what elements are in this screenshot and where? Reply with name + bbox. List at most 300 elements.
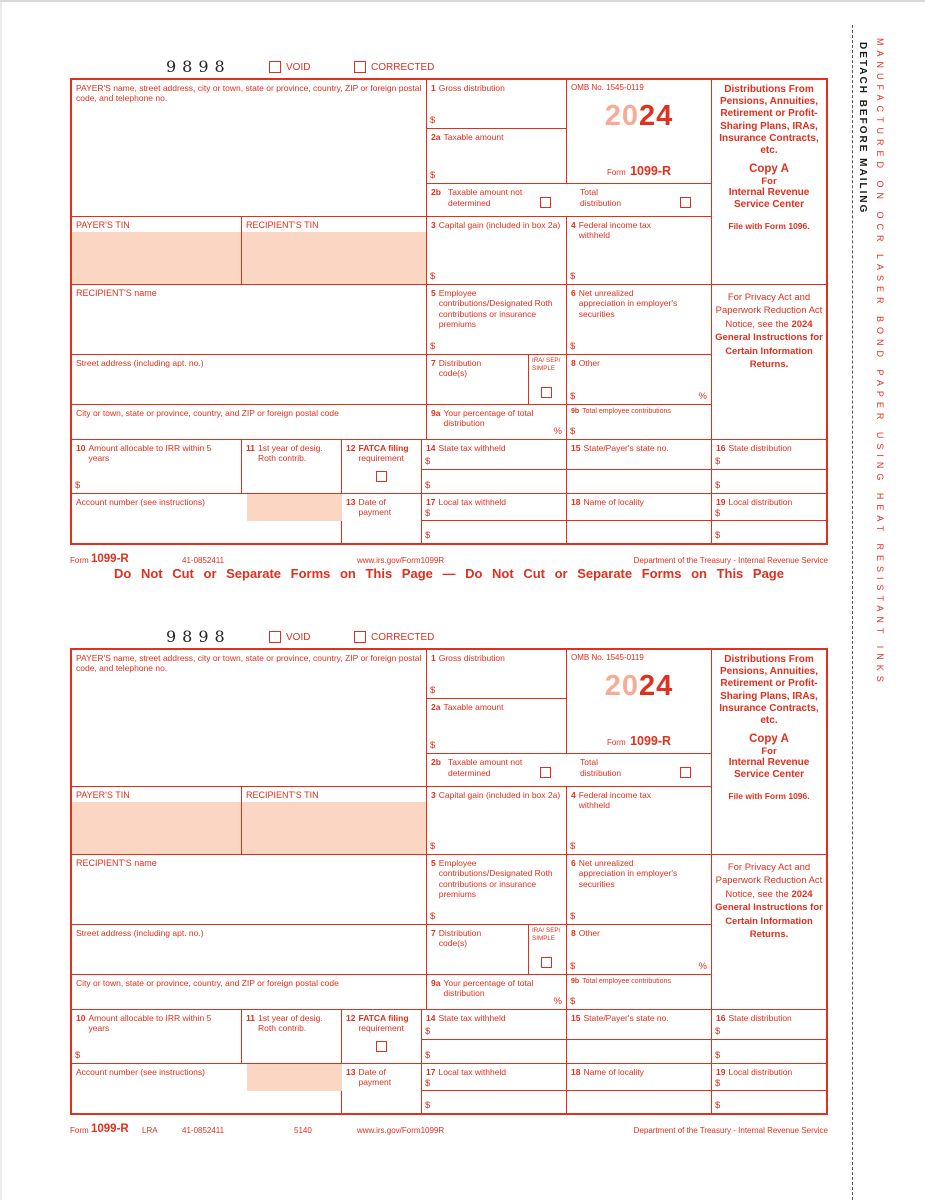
fatca-filing-bold: FATCA filing: [358, 1013, 409, 1023]
box-2a-taxable-amount[interactable]: [427, 129, 567, 184]
dollar-sign: $: [715, 456, 721, 467]
footer-department: Department of the Treasury - Internal Revenue Service: [633, 556, 828, 565]
row-divider: [422, 1090, 566, 1091]
box-7-distribution-codes[interactable]: [427, 925, 529, 975]
form-code-9898: 9898: [166, 57, 231, 76]
box-number: 1: [431, 83, 436, 93]
account-number-input[interactable]: [247, 494, 342, 521]
box-number: 3: [431, 790, 436, 800]
box-2a-taxable-amount[interactable]: [427, 699, 567, 754]
box-16-label: [712, 440, 826, 453]
copy-a-label: Copy A: [749, 163, 789, 176]
copy-a-panel: [712, 650, 826, 855]
box-label-text: Employee contributions/Designated Roth contributions or insurance premiums: [438, 288, 553, 330]
recipient-tin-box[interactable]: [242, 787, 427, 855]
dollar-sign: $: [430, 841, 436, 852]
corrected-checkbox[interactable]: [354, 631, 366, 643]
dollar-sign: $: [425, 508, 431, 519]
box-label-text: Federal income tax withheld: [578, 790, 652, 811]
dollar-sign: $: [715, 1050, 721, 1061]
box-label-text: Gross distribution: [438, 83, 505, 93]
corrected-label: CORRECTED: [371, 632, 435, 643]
box-label-text: Other: [578, 358, 600, 368]
box-number: 6: [571, 288, 576, 298]
box-number: 17: [426, 1067, 436, 1077]
box-label-text: Distribution code(s): [438, 928, 482, 949]
box-9a-label: [427, 975, 552, 999]
box-number: 19: [716, 1067, 726, 1077]
account-number-input[interactable]: [247, 1064, 342, 1091]
dollar-sign: $: [570, 391, 576, 402]
box-label-text: State distribution: [728, 443, 792, 453]
payer-info-box[interactable]: [72, 80, 427, 217]
corrected-label: CORRECTED: [371, 62, 435, 73]
box-9b-total-employee-contributions[interactable]: [567, 405, 712, 440]
taxable-not-determined-label: Taxable amount not determined: [448, 187, 523, 208]
box-18-label: [567, 494, 711, 507]
box-14-label: [422, 1010, 566, 1023]
box-number: 2b: [431, 187, 441, 197]
ira-sep-simple-checkbox[interactable]: [541, 387, 552, 398]
box-3-label: [427, 217, 566, 230]
box-14-state-tax-withheld[interactable]: [422, 1010, 567, 1064]
dollar-sign: $: [570, 961, 576, 972]
box-19-local-distribution[interactable]: [712, 494, 826, 543]
box-9a-percentage[interactable]: [427, 975, 567, 1010]
account-number-label: Account number (see instructions): [76, 1067, 205, 1077]
row-divider: [712, 1090, 826, 1091]
void-checkbox[interactable]: [269, 61, 281, 73]
box-2b: [427, 754, 712, 787]
box-5-label: [427, 855, 566, 899]
box-number: 5: [431, 288, 436, 298]
account-number-box[interactable]: [72, 494, 342, 543]
box-number: 14: [426, 1013, 436, 1023]
box-11-label: [242, 440, 334, 464]
dollar-sign: $: [430, 341, 436, 352]
box-5-employee-contributions[interactable]: [427, 855, 567, 925]
box-label-text: Distribution code(s): [438, 358, 482, 379]
form-number-line: [567, 732, 711, 750]
void-label: VOID: [286, 62, 311, 73]
box-label-text: Capital gain (included in box 2a): [438, 790, 561, 800]
dollar-sign: $: [425, 1050, 431, 1061]
total-distribution-label: Total distribution: [580, 187, 622, 208]
street-address-box[interactable]: [72, 925, 427, 975]
footer-irs-url: www.irs.gov/Form1099R: [357, 1126, 445, 1135]
row-divider: [567, 520, 711, 521]
box-13-label: [342, 1064, 404, 1088]
row-divider: [712, 1039, 826, 1040]
row-divider: [567, 1039, 711, 1040]
recipient-name-box[interactable]: [72, 285, 427, 355]
box-number: 9a: [431, 408, 441, 418]
percent-sign: %: [553, 996, 562, 1007]
box-14-state-tax-withheld[interactable]: [422, 440, 567, 494]
manufactured-on-ocr-paper-text: MANUFACTURED ON OCR LASER BOND PAPER USING HEAT RESISTANT INKS: [875, 38, 885, 687]
box-15-label: [567, 1010, 711, 1023]
dollar-sign: $: [75, 1050, 81, 1061]
box-label-text: State/Payer's state no.: [583, 443, 669, 453]
box-5-label: [427, 285, 566, 329]
dollar-sign: $: [715, 530, 721, 541]
box-number: 3: [431, 220, 436, 230]
box-number: 13: [346, 1067, 356, 1077]
do-not-cut-warning: Do Not Cut or Separate Forms on This Page — Do Not Cut or Separate Forms on This Page: [114, 566, 784, 581]
dollar-sign: $: [430, 740, 436, 751]
box-6-label: [567, 855, 682, 889]
box-label-text: Local tax withheld: [438, 497, 507, 507]
form-grid: [70, 648, 828, 1115]
form-title: Distributions From Pensions, Annuities, Retirement or Profit-Sharing Plans, IRAs, Insurance Contracts, etc.: [719, 84, 819, 156]
dollar-sign: $: [425, 530, 431, 541]
box-10-label: [72, 440, 222, 464]
box-label-text: Your percentage of total distribution: [443, 408, 534, 429]
account-number-box[interactable]: [72, 1064, 342, 1113]
form-code-9898: 9898: [166, 627, 231, 646]
corrected-checkbox[interactable]: [354, 61, 366, 73]
box-number: 11: [246, 443, 255, 453]
detach-before-mailing-text: DETACH BEFORE MAILING: [857, 42, 868, 215]
box-19-label: [712, 494, 826, 507]
percent-sign: %: [698, 961, 707, 972]
form-number: 1099-R: [630, 734, 672, 748]
box-1-label: [427, 650, 566, 663]
void-checkbox[interactable]: [269, 631, 281, 643]
box-label-text: Taxable amount: [443, 702, 504, 712]
ira-sep-simple-cell: [529, 925, 567, 975]
box-number: 6: [571, 858, 576, 868]
box-8-other[interactable]: [567, 925, 712, 975]
box-5-employee-contributions[interactable]: [427, 285, 567, 355]
privacy-notice-text: [712, 285, 826, 372]
box-17-label: [422, 494, 566, 507]
recipient-tin-input[interactable]: [242, 802, 426, 854]
form-word: Form: [606, 738, 626, 747]
box-4-label: [567, 787, 677, 811]
row-divider: [422, 520, 566, 521]
box-12-label: [342, 440, 421, 464]
box-3-capital-gain[interactable]: [427, 217, 567, 285]
payer-tin-label: PAYER'S TIN: [76, 790, 130, 800]
privacy-bold-text: 2024 General Instructions for Certain Information Returns.: [715, 888, 823, 941]
box-9b-total-employee-contributions[interactable]: [567, 975, 712, 1010]
box-number: 17: [426, 497, 436, 507]
payer-info-box[interactable]: [72, 650, 427, 787]
for-word: For: [761, 176, 777, 188]
dollar-sign: $: [425, 1078, 431, 1089]
box-label-text: Name of locality: [583, 497, 644, 507]
box-12-fatca: [342, 1010, 422, 1064]
row-divider: [422, 1039, 566, 1040]
box-13-date-of-payment[interactable]: [342, 1064, 422, 1113]
privacy-notice-panel: [712, 855, 826, 1010]
dollar-sign: $: [430, 170, 436, 181]
dollar-sign: $: [430, 911, 436, 922]
box-number: 1: [431, 653, 436, 663]
box-2a-label: [427, 699, 566, 712]
percent-sign: %: [553, 426, 562, 437]
box-7-distribution-codes[interactable]: [427, 355, 529, 405]
box-18-label: [567, 1064, 711, 1077]
box-label-text: Local distribution: [728, 497, 793, 507]
total-distribution-checkbox[interactable]: [680, 767, 691, 778]
recipient-tin-input[interactable]: [242, 232, 426, 284]
box-17-label: [422, 1064, 566, 1077]
box-4-label: [567, 217, 677, 241]
dollar-sign: $: [570, 271, 576, 282]
box-label-text: Federal income tax withheld: [578, 220, 652, 241]
box-number: 18: [571, 1067, 581, 1077]
account-number-label: Account number (see instructions): [76, 497, 205, 507]
ira-sep-simple-cell: [529, 355, 567, 405]
box-label-text: Total employee contributions: [582, 978, 671, 985]
fatca-filing-bold: FATCA filing: [358, 443, 409, 453]
box-13-label: [342, 494, 404, 518]
box-19-local-distribution[interactable]: [712, 1064, 826, 1113]
footer-cat-number: 41-0852411: [182, 1126, 225, 1135]
footer-print-code: 5140: [294, 1126, 312, 1135]
dollar-sign: $: [75, 480, 81, 491]
box-10-irr-allocation[interactable]: [72, 1010, 242, 1064]
year-bold-digits: 24: [639, 670, 674, 702]
box-number: 9a: [431, 978, 441, 988]
requirement-text: requirement: [358, 453, 404, 464]
box-6-net-unrealized-appreciation[interactable]: [567, 855, 712, 925]
requirement-text: requirement: [358, 1023, 404, 1034]
box-number: 18: [571, 497, 581, 507]
form-1099r-copy-2: [70, 627, 828, 1142]
box-label-text: State/Payer's state no.: [583, 1013, 669, 1023]
fatca-checkbox[interactable]: [376, 1041, 387, 1052]
box-label-text: Net unrealized appreciation in employer's securities: [578, 858, 678, 889]
box-16-state-distribution[interactable]: [712, 1010, 826, 1064]
box-17-local-tax-withheld[interactable]: [422, 1064, 567, 1113]
box-label-text: Local distribution: [728, 1067, 793, 1077]
recipient-tin-label: RECIPIENT'S TIN: [246, 790, 319, 800]
dollar-sign: $: [570, 996, 576, 1007]
box-18-name-of-locality[interactable]: [567, 494, 712, 543]
year-light-digits: 20: [604, 100, 639, 132]
payer-info-label: PAYER'S name, street address, city or town, state or province, country, ZIP or foreign postal code, and telephone no.: [76, 653, 422, 674]
dollar-sign: $: [425, 1100, 431, 1111]
footer-form-word: Form: [70, 556, 89, 565]
box-8-label: [567, 355, 711, 368]
city-label: City or town, state or province, country, and ZIP or foreign postal code: [76, 978, 339, 988]
perforation-dashed-line: [852, 25, 853, 1200]
street-address-label: Street address (including apt. no.): [76, 358, 204, 368]
box-label-text: 1st year of desig. Roth contrib.: [258, 443, 323, 464]
taxable-not-determined-checkbox[interactable]: [540, 767, 551, 778]
dollar-sign: $: [715, 508, 721, 519]
irs-center-label: Internal Revenue Service Center: [728, 187, 810, 211]
payer-info-label: PAYER'S name, street address, city or town, state or province, country, ZIP or foreign postal code, and telephone no.: [76, 83, 422, 104]
box-3-capital-gain[interactable]: [427, 787, 567, 855]
row-divider: [712, 469, 826, 470]
box-1-label: [427, 80, 566, 93]
row-divider: [567, 1090, 711, 1091]
box-8-label: [567, 925, 711, 938]
dollar-sign: $: [570, 841, 576, 852]
box-number: 14: [426, 443, 436, 453]
box-number: 19: [716, 497, 726, 507]
ira-sep-simple-label: IRA/ SEP/ SIMPLE: [532, 927, 561, 943]
box-2b: [427, 184, 712, 217]
city-box[interactable]: [72, 405, 427, 440]
box-label-text: Local tax withheld: [438, 1067, 507, 1077]
box-14-label: [422, 440, 566, 453]
form-word: Form: [606, 168, 626, 177]
box-number: 15: [571, 1013, 581, 1023]
box-1-gross-distribution[interactable]: [427, 80, 567, 129]
footer-irs-url: www.irs.gov/Form1099R: [357, 556, 445, 565]
box-number: 16: [716, 1013, 726, 1023]
box-4-federal-tax-withheld[interactable]: [567, 217, 712, 285]
fatca-checkbox[interactable]: [376, 471, 387, 482]
box-label-text: State tax withheld: [438, 1013, 506, 1023]
box-15-state-payer-no[interactable]: [567, 1010, 712, 1064]
payer-tin-box[interactable]: [72, 217, 242, 285]
payer-tin-input[interactable]: [72, 232, 241, 284]
box-number: 2b: [431, 757, 441, 767]
box-label-text: Gross distribution: [438, 653, 505, 663]
omb-year-box: [567, 80, 712, 184]
tax-year: [567, 670, 711, 703]
box-number: 7: [431, 928, 436, 938]
box-number: 7: [431, 358, 436, 368]
dollar-sign: $: [715, 480, 721, 491]
box-label-text: Date of payment: [358, 497, 392, 518]
privacy-notice-panel: [712, 285, 826, 440]
box-9b-label: [567, 975, 711, 987]
dollar-sign: $: [430, 271, 436, 282]
void-label: VOID: [286, 632, 311, 643]
box-15-state-payer-no[interactable]: [567, 440, 712, 494]
box-label-text: [358, 443, 418, 464]
box-10-irr-allocation[interactable]: [72, 440, 242, 494]
box-number: 2a: [431, 702, 441, 712]
box-label-text: 1st year of desig. Roth contrib.: [258, 1013, 323, 1034]
box-label-text: State tax withheld: [438, 443, 506, 453]
row-divider: [712, 520, 826, 521]
box-number: 4: [571, 790, 576, 800]
irs-center-label: Internal Revenue Service Center: [728, 757, 810, 781]
total-distribution-checkbox[interactable]: [680, 197, 691, 208]
taxable-not-determined-label: Taxable amount not determined: [448, 757, 523, 778]
box-label-text: Your percentage of total distribution: [443, 978, 534, 999]
form-number: 1099-R: [630, 164, 672, 178]
box-label-text: Net unrealized appreciation in employer's securities: [578, 288, 678, 319]
box-11-roth-first-year[interactable]: [242, 440, 342, 494]
taxable-not-determined-checkbox[interactable]: [540, 197, 551, 208]
box-label-text: Total employee contributions: [582, 408, 671, 415]
dollar-sign: $: [570, 911, 576, 922]
row-divider: [567, 469, 711, 470]
recipient-tin-box[interactable]: [242, 217, 427, 285]
recipient-name-label: RECIPIENT'S name: [76, 288, 157, 298]
box-number: 4: [571, 220, 576, 230]
recipient-tin-label: RECIPIENT'S TIN: [246, 220, 319, 230]
box-label-text: Capital gain (included in box 2a): [438, 220, 561, 230]
box-19-label: [712, 1064, 826, 1077]
payer-tin-label: PAYER'S TIN: [76, 220, 130, 230]
box-11-roth-first-year[interactable]: [242, 1010, 342, 1064]
box-label-text: Date of payment: [358, 1067, 392, 1088]
ira-sep-simple-label: IRA/ SEP/ SIMPLE: [532, 357, 561, 373]
total-distribution-label: Total distribution: [580, 757, 622, 778]
payer-tin-box[interactable]: [72, 787, 242, 855]
box-6-net-unrealized-appreciation[interactable]: [567, 285, 712, 355]
box-9a-label: [427, 405, 552, 429]
box-4-federal-tax-withheld[interactable]: [567, 787, 712, 855]
box-16-state-distribution[interactable]: [712, 440, 826, 494]
box-9b-label: [567, 405, 711, 417]
footer-department: Department of the Treasury - Internal Revenue Service: [633, 1126, 828, 1135]
box-number: 13: [346, 497, 356, 507]
box-11-label: [242, 1010, 334, 1034]
form-title: Distributions From Pensions, Annuities, Retirement or Profit-Sharing Plans, IRAs, Insurance Contracts, etc.: [719, 654, 819, 726]
box-label-text: State distribution: [728, 1013, 792, 1023]
ira-sep-simple-checkbox[interactable]: [541, 957, 552, 968]
box-number: 11: [246, 1013, 255, 1023]
box-15-label: [567, 440, 711, 453]
box-label-text: Employee contributions/Designated Roth contributions or insurance premiums: [438, 858, 553, 900]
dollar-sign: $: [430, 115, 436, 126]
payer-tin-input[interactable]: [72, 802, 241, 854]
box-number: 8: [571, 928, 576, 938]
tax-year: [567, 100, 711, 133]
box-label-text: Taxable amount: [443, 132, 504, 142]
footer-lra: LRA: [142, 1126, 158, 1135]
box-number: 2a: [431, 132, 441, 142]
form-footer: [70, 551, 828, 565]
box-8-other[interactable]: [567, 355, 712, 405]
box-13-date-of-payment[interactable]: [342, 494, 422, 543]
box-label-text: Amount allocable to IRR within 5 years: [88, 443, 212, 464]
street-address-label: Street address (including apt. no.): [76, 928, 204, 938]
box-12-label: [342, 1010, 421, 1034]
dollar-sign: $: [430, 685, 436, 696]
box-label-text: Name of locality: [583, 1067, 644, 1077]
box-16-label: [712, 1010, 826, 1023]
file-with-1096-label: File with Form 1096.: [728, 790, 810, 801]
privacy-notice-text: [712, 855, 826, 942]
box-number: 5: [431, 858, 436, 868]
form-footer: [70, 1121, 828, 1135]
box-number: 10: [76, 443, 86, 453]
box-9a-percentage[interactable]: [427, 405, 567, 440]
street-address-box[interactable]: [72, 355, 427, 405]
dollar-sign: $: [425, 456, 431, 467]
row-divider: [422, 469, 566, 470]
year-light-digits: 20: [604, 670, 639, 702]
box-number: 9b: [571, 978, 580, 985]
dollar-sign: $: [425, 480, 431, 491]
recipient-name-box[interactable]: [72, 855, 427, 925]
box-17-local-tax-withheld[interactable]: [422, 494, 567, 543]
city-box[interactable]: [72, 975, 427, 1010]
box-18-name-of-locality[interactable]: [567, 1064, 712, 1113]
box-7-label: [427, 925, 497, 949]
form-grid: [70, 78, 828, 545]
dollar-sign: $: [715, 1078, 721, 1089]
box-1-gross-distribution[interactable]: [427, 650, 567, 699]
for-word: For: [761, 746, 777, 758]
dollar-sign: $: [715, 1100, 721, 1111]
footer-form-number: 1099-R: [91, 553, 129, 565]
privacy-bold-text: 2024 General Instructions for Certain Information Returns.: [715, 318, 823, 371]
file-with-1096-label: File with Form 1096.: [728, 220, 810, 231]
